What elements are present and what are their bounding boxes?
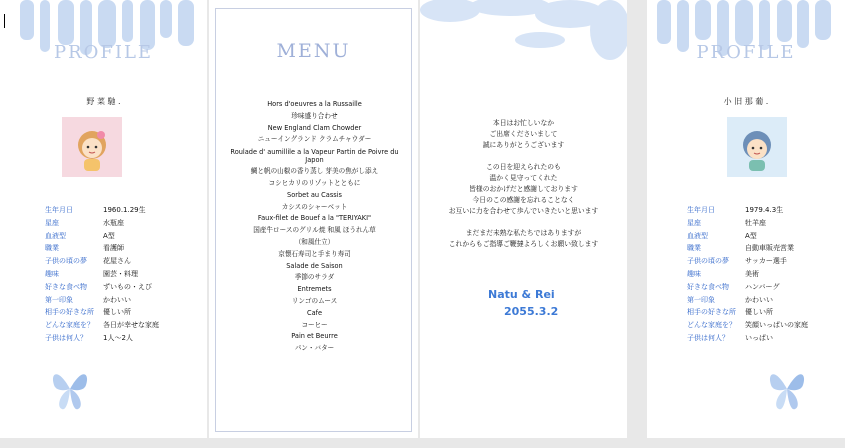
profile-value: サッカー選手: [745, 257, 787, 266]
menu-item: Roulade d' aumillile a la Vapeur Partin de Poivre du Japon: [230, 147, 399, 165]
groom-avatar-icon: [727, 117, 787, 177]
profile-key: 第一印象: [45, 295, 73, 304]
profile-row: [687, 231, 837, 244]
profile-value: 優しい所: [745, 308, 773, 317]
right-profile-page: [647, 0, 845, 438]
groom-name: 小 旧 那 葡 .: [723, 97, 769, 106]
menu-item: Salade de Saison: [286, 261, 343, 270]
menu-item: Sorbet au Cassis: [287, 190, 342, 199]
profile-row: [45, 205, 195, 218]
profile-key: どんな家庭を？: [45, 321, 94, 330]
profile-row: [687, 333, 837, 346]
profile-value: 園芸・料理: [103, 269, 138, 278]
message-line: 皆様のおかげだと感謝しております: [469, 185, 578, 193]
profile-key: 子供は何人？: [687, 333, 729, 342]
profile-key: どんな家庭を？: [687, 321, 736, 330]
profile-value: かわいい: [103, 295, 131, 304]
menu-item: 京懐石寿司と手まり寿司: [278, 249, 351, 258]
profile-row: [687, 218, 837, 231]
menu-item: 珍味盛り合わせ: [291, 111, 338, 120]
thank-you-message: [420, 118, 627, 250]
profile-key: 生年月日: [45, 206, 73, 214]
profile-row: [687, 307, 837, 320]
profile-value: 各日が幸せな家庭: [103, 321, 159, 330]
profile-key: 子供の頃の夢: [45, 257, 87, 266]
profile-key: 趣味: [687, 269, 701, 278]
profile-row: [45, 269, 195, 282]
menu-item: 国産牛ロースのグリル焼 和風 ほうれん草: [253, 226, 376, 235]
menu-item: コシヒカリのリゾットとともに: [268, 178, 361, 187]
message-line: 誠にありがとうございます: [482, 141, 565, 149]
message-line: お互いに力を合わせて歩んでいきたいと思います: [448, 207, 599, 215]
profile-row: [687, 205, 837, 218]
message-line: [420, 217, 627, 228]
menu-item: （和風仕立）: [294, 237, 335, 246]
menu-item: ニューイングランド クラムチャウダー: [257, 135, 372, 144]
profile-row: [687, 256, 837, 269]
menu-item: コーヒー: [301, 320, 328, 329]
profile-value: 牡羊座: [745, 218, 766, 227]
menu-page: [209, 0, 418, 438]
profile-value: 水瓶座: [103, 218, 124, 227]
profile-key: 生年月日: [687, 206, 715, 214]
profile-value: A型: [745, 231, 757, 240]
profile-row: [45, 320, 195, 333]
menu-item: Entremets: [297, 285, 332, 294]
bride-profile-table: [45, 205, 195, 346]
left-profile-page: [0, 0, 207, 438]
profile-row: [45, 333, 195, 346]
profile-value: 笑顔いっぱいの家庭: [745, 321, 808, 330]
profile-key: 職業: [45, 244, 59, 253]
groom-profile-table: [687, 205, 837, 346]
profile-row: [45, 282, 195, 295]
profile-key: 子供は何人？: [45, 333, 87, 342]
menu-item: Faux-filet de Bouef a la "TERIYAKI": [257, 214, 372, 223]
profile-value: 花屋さん: [103, 257, 131, 266]
profile-value: かわいい: [745, 295, 773, 304]
message-line: 温かく見守ってくれた: [489, 174, 558, 182]
profile-row: [45, 295, 195, 308]
menu-list: [225, 99, 404, 355]
profile-value: 優しい所: [103, 308, 131, 317]
profile-key: 職業: [687, 244, 701, 253]
profile-key: 血液型: [687, 231, 708, 240]
menu-item: Hors d'oeuvres a la Russaille: [267, 100, 362, 108]
menu-item: New England Clam Chowder: [267, 123, 362, 132]
profile-key: 星座: [45, 218, 59, 227]
message-line: この日を迎えられたのも: [486, 163, 561, 171]
butterfly-icon: [48, 365, 92, 413]
profile-key: 相手の好きな所: [687, 308, 736, 317]
menu-item: 季節のサラダ: [294, 273, 335, 282]
profile-key: 趣味: [45, 269, 59, 278]
profile-key: 好きな食べ物: [687, 282, 729, 291]
profile-row: [45, 307, 195, 320]
message-line: まだまだ未熟な私たちではありますが: [465, 229, 582, 237]
message-line: 今日のこの感謝を忘れることなく: [472, 196, 575, 204]
message-line: 本日はお忙しいなか: [492, 119, 555, 127]
profile-value: 看護師: [103, 244, 124, 253]
menu-item: Pain et Beurre: [291, 332, 338, 341]
menu-item: パン・バター: [294, 344, 335, 353]
profile-key: 子供の頃の夢: [687, 257, 729, 266]
profile-key: 第一印象: [687, 295, 715, 304]
profile-value: 1960.1.29生: [103, 206, 146, 214]
menu-item: カシスのシャーベット: [281, 202, 348, 211]
message-page: [420, 0, 627, 438]
profile-row: [45, 243, 195, 256]
profile-title: PROFILE: [53, 42, 154, 63]
profile-row: [687, 320, 837, 333]
wedding-date: 2055.3.2: [504, 305, 559, 318]
profile-title: PROFILE: [696, 42, 796, 63]
profile-value: 1人～2人: [103, 333, 133, 342]
menu-item: Cafe: [306, 308, 323, 317]
message-line: これからもご指導ご鞭撻よろしくお願い致します: [448, 240, 599, 248]
menu-item: 鯛と帆の山椒の香り蒸し 芽美の焦がし添え: [250, 167, 379, 176]
message-line: ご出席くださいまして: [489, 130, 558, 138]
couple-names: Natu & Rei: [488, 288, 555, 301]
profile-key: 相手の好きな所: [45, 308, 94, 317]
bride-name: 野 菜 馳 .: [86, 97, 121, 106]
profile-key: 血液型: [45, 231, 66, 240]
profile-value: ずいもの・えび: [103, 282, 152, 291]
profile-row: [687, 243, 837, 256]
menu-title: MENU: [276, 40, 351, 62]
profile-value: 1979.4.3生: [745, 206, 784, 214]
profile-row: [687, 269, 837, 282]
profile-value: A型: [103, 231, 115, 240]
profile-key: 好きな食べ物: [45, 282, 87, 291]
profile-row: [687, 282, 837, 295]
profile-value: いっぱい: [745, 333, 773, 342]
profile-value: 自動車販売営業: [745, 244, 794, 253]
watercolor-wash: [420, 0, 627, 80]
profile-row: [687, 295, 837, 308]
menu-item: リンゴのムース: [291, 296, 338, 305]
message-line: [420, 151, 627, 162]
profile-value: 美術: [745, 269, 759, 278]
bride-avatar-icon: [62, 117, 122, 177]
profile-key: 星座: [687, 218, 701, 227]
profile-row: [45, 231, 195, 244]
profile-row: [45, 218, 195, 231]
profile-value: ハンバーグ: [745, 282, 780, 291]
profile-row: [45, 256, 195, 269]
butterfly-icon: [765, 365, 809, 413]
